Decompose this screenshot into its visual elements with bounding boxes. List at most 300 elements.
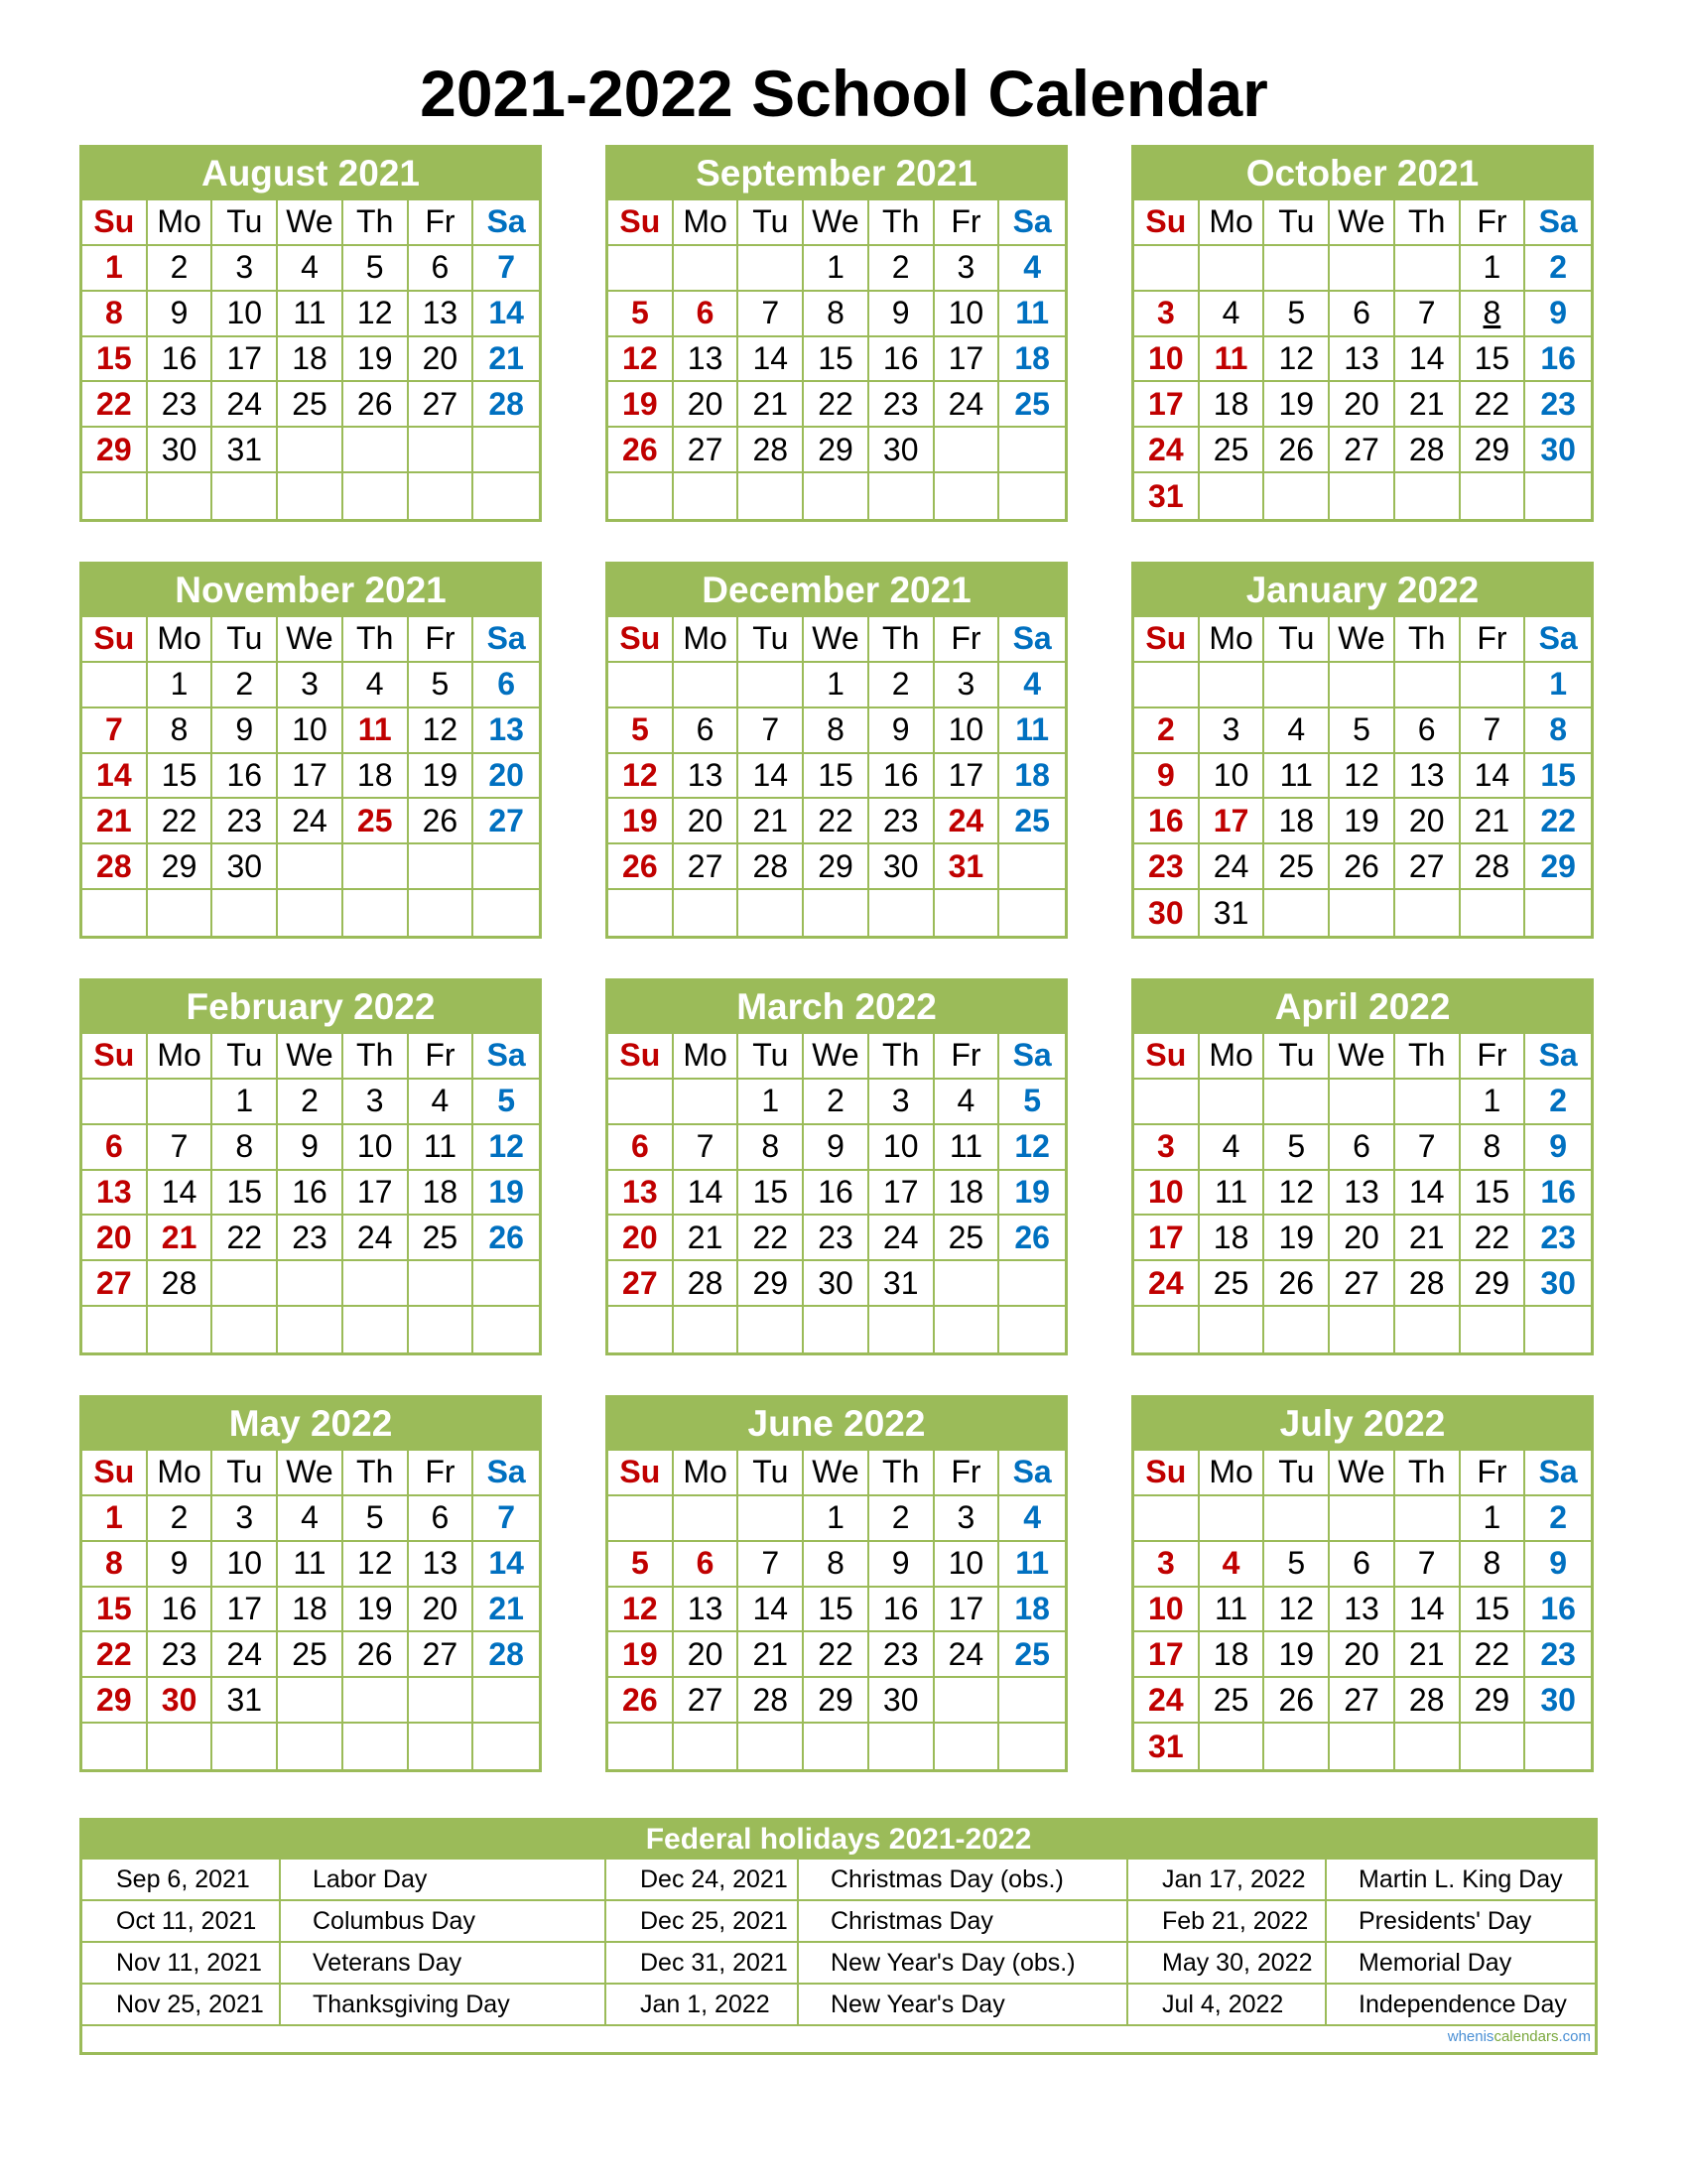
holiday-date: May 30, 2022 (1128, 1943, 1327, 1983)
weekday-header: Su (1134, 1034, 1200, 1080)
day-cell: 20 (1395, 799, 1461, 844)
weekday-header: Su (82, 200, 148, 246)
holiday-name: Martin L. King Day (1359, 1865, 1563, 1893)
empty-day-cell (1330, 1080, 1395, 1125)
day-cell: 17 (1134, 382, 1200, 428)
empty-day-cell (1264, 246, 1330, 292)
weekday-header: Sa (1525, 200, 1591, 246)
holiday-date: Nov 25, 2021 (82, 1985, 281, 2024)
day-cell: 7 (1395, 292, 1461, 337)
day-cell: 21 (473, 1588, 539, 1633)
day-cell: 25 (1264, 844, 1330, 890)
empty-day-cell (738, 1724, 804, 1769)
empty-day-cell (869, 1307, 935, 1352)
day-cell: 5 (608, 1542, 674, 1588)
empty-day-cell (473, 428, 539, 473)
day-cell: 28 (82, 844, 148, 890)
day-cell: 25 (409, 1216, 474, 1261)
empty-day-cell (935, 428, 1000, 473)
day-cell: 15 (804, 1588, 869, 1633)
day-cell: 18 (999, 1588, 1065, 1633)
day-cell: 26 (1264, 1678, 1330, 1724)
day-cell: 3 (935, 663, 1000, 708)
day-cell: 18 (935, 1171, 1000, 1217)
day-cell: 26 (409, 799, 474, 844)
empty-day-cell (1525, 473, 1591, 519)
day-cell: 16 (869, 337, 935, 383)
day-cell: 22 (804, 1632, 869, 1678)
day-cell: 19 (1264, 382, 1330, 428)
day-cell: 20 (1330, 1216, 1395, 1261)
day-cell: 27 (473, 799, 539, 844)
day-cell: 6 (1330, 292, 1395, 337)
day-cell: 9 (1525, 292, 1591, 337)
day-cell: 28 (1461, 844, 1526, 890)
day-cell: 23 (278, 1216, 343, 1261)
day-cell: 7 (1395, 1125, 1461, 1171)
empty-day-cell (278, 1261, 343, 1307)
empty-day-cell (1395, 1724, 1461, 1769)
weekday-header: Th (343, 1034, 409, 1080)
empty-day-cell (148, 1080, 213, 1125)
weekday-header: Su (1134, 617, 1200, 663)
day-cell: 31 (935, 844, 1000, 890)
holiday-name: Presidents' Day (1359, 1907, 1532, 1935)
weekday-header: Mo (148, 1034, 213, 1080)
day-cell: 1 (212, 1080, 278, 1125)
day-cell: 14 (674, 1171, 739, 1217)
empty-day-cell (1264, 1496, 1330, 1542)
day-cell: 15 (738, 1171, 804, 1217)
day-cell: 24 (343, 1216, 409, 1261)
weekday-header: We (1330, 1034, 1395, 1080)
weekday-header: Fr (1461, 200, 1526, 246)
day-cell: 3 (212, 1496, 278, 1542)
day-cell: 17 (935, 1588, 1000, 1633)
day-cell: 14 (473, 292, 539, 337)
day-cell: 24 (1200, 844, 1265, 890)
day-cell: 5 (343, 1496, 409, 1542)
day-cell: 8 (1525, 708, 1591, 754)
day-cell: 30 (1525, 1678, 1591, 1724)
day-cell: 19 (999, 1171, 1065, 1217)
empty-day-cell (1525, 1724, 1591, 1769)
holiday-name: Independence Day (1359, 1991, 1567, 2018)
empty-day-cell (343, 1261, 409, 1307)
day-cell: 9 (1134, 754, 1200, 800)
empty-day-cell (473, 473, 539, 519)
day-cell: 24 (935, 382, 1000, 428)
day-cell: 3 (1134, 1542, 1200, 1588)
day-cell: 23 (804, 1216, 869, 1261)
day-cell: 6 (608, 1125, 674, 1171)
empty-day-cell (738, 1307, 804, 1352)
day-cell: 10 (343, 1125, 409, 1171)
empty-day-cell (82, 1307, 148, 1352)
day-cell: 8 (82, 292, 148, 337)
day-cell: 10 (1134, 337, 1200, 383)
day-cell: 13 (82, 1171, 148, 1217)
month-calendar (1131, 1395, 1594, 1772)
weekday-header: Tu (212, 1451, 278, 1496)
day-cell: 21 (1395, 1632, 1461, 1678)
weekday-header: Th (343, 617, 409, 663)
empty-day-cell (343, 1724, 409, 1769)
day-cell: 7 (473, 246, 539, 292)
weekday-header: Su (608, 200, 674, 246)
day-cell: 31 (1200, 890, 1265, 936)
empty-day-cell (935, 890, 1000, 936)
day-cell: 21 (1395, 382, 1461, 428)
day-cell: 2 (869, 663, 935, 708)
watermark[interactable] (1448, 2028, 1591, 2045)
empty-day-cell (82, 663, 148, 708)
day-cell: 18 (278, 337, 343, 383)
day-cell: 30 (1525, 1261, 1591, 1307)
empty-day-cell (1395, 246, 1461, 292)
empty-day-cell (148, 890, 213, 936)
day-cell: 5 (1264, 292, 1330, 337)
day-cell: 4 (409, 1080, 474, 1125)
day-cell: 30 (148, 1678, 213, 1724)
watermark-part3: .com (1558, 2028, 1591, 2045)
weekday-header: Sa (999, 200, 1065, 246)
day-cell: 27 (674, 844, 739, 890)
empty-day-cell (935, 1307, 1000, 1352)
day-cell: 21 (473, 337, 539, 383)
day-cell: 12 (1264, 337, 1330, 383)
day-cell: 29 (1461, 428, 1526, 473)
empty-day-cell (999, 1261, 1065, 1307)
month-grid (608, 1451, 1065, 1769)
weekday-header: Fr (935, 1034, 1000, 1080)
day-cell: 11 (1264, 754, 1330, 800)
empty-day-cell (148, 1307, 213, 1352)
weekday-header: Tu (1264, 1451, 1330, 1496)
day-cell: 11 (1200, 1171, 1265, 1217)
day-cell: 23 (869, 799, 935, 844)
empty-day-cell (608, 1307, 674, 1352)
day-cell: 13 (1330, 1171, 1395, 1217)
day-cell: 21 (82, 799, 148, 844)
day-cell: 18 (1200, 382, 1265, 428)
day-cell: 24 (869, 1216, 935, 1261)
day-cell: 5 (999, 1080, 1065, 1125)
day-cell: 8 (1461, 292, 1526, 337)
empty-day-cell (674, 1724, 739, 1769)
day-cell: 11 (278, 1542, 343, 1588)
day-cell: 10 (1200, 754, 1265, 800)
empty-day-cell (409, 1678, 474, 1724)
month-calendar (605, 562, 1068, 939)
empty-day-cell (999, 1307, 1065, 1352)
month-calendar (605, 978, 1068, 1355)
empty-day-cell (1200, 1307, 1265, 1352)
day-cell: 24 (278, 799, 343, 844)
empty-day-cell (278, 890, 343, 936)
day-cell: 18 (1264, 799, 1330, 844)
day-cell: 11 (343, 708, 409, 754)
empty-day-cell (935, 1724, 1000, 1769)
day-cell: 13 (409, 292, 474, 337)
day-cell: 15 (82, 337, 148, 383)
empty-day-cell (1264, 890, 1330, 936)
empty-day-cell (674, 473, 739, 519)
month-grid (1134, 1451, 1591, 1769)
day-cell: 4 (1264, 708, 1330, 754)
empty-day-cell (1264, 473, 1330, 519)
day-cell: 6 (473, 663, 539, 708)
empty-day-cell (82, 1080, 148, 1125)
month-grid (1134, 617, 1591, 936)
day-cell: 18 (999, 337, 1065, 383)
weekday-header: Sa (1525, 617, 1591, 663)
day-cell: 17 (1134, 1632, 1200, 1678)
day-cell: 11 (935, 1125, 1000, 1171)
day-cell: 20 (608, 1216, 674, 1261)
empty-day-cell (409, 1261, 474, 1307)
holiday-date: Jan 1, 2022 (606, 1985, 799, 2024)
day-cell: 29 (804, 428, 869, 473)
empty-day-cell (1330, 1496, 1395, 1542)
day-cell: 2 (1525, 1080, 1591, 1125)
day-cell: 4 (278, 1496, 343, 1542)
month-title: December 2021 (608, 562, 1065, 617)
day-cell: 4 (1200, 1542, 1265, 1588)
day-cell: 16 (148, 337, 213, 383)
day-cell: 11 (999, 708, 1065, 754)
day-cell: 3 (869, 1080, 935, 1125)
day-cell: 23 (148, 1632, 213, 1678)
day-cell: 5 (1264, 1542, 1330, 1588)
day-cell: 26 (473, 1216, 539, 1261)
holiday-date: Sep 6, 2021 (82, 1860, 281, 1899)
holiday-name: Labor Day (281, 1860, 606, 1899)
day-cell: 16 (148, 1588, 213, 1633)
day-cell: 31 (1134, 473, 1200, 519)
weekday-header: Tu (212, 617, 278, 663)
day-cell: 28 (674, 1261, 739, 1307)
holiday-row (82, 1860, 1595, 1901)
day-cell: 9 (1525, 1542, 1591, 1588)
empty-day-cell (278, 473, 343, 519)
day-cell: 21 (738, 799, 804, 844)
holiday-name: Christmas Day (obs.) (799, 1860, 1128, 1899)
weekday-header: Su (82, 1034, 148, 1080)
empty-day-cell (212, 890, 278, 936)
day-cell: 29 (1461, 1678, 1526, 1724)
weekday-header: Fr (935, 617, 1000, 663)
day-cell: 16 (804, 1171, 869, 1217)
day-cell: 17 (869, 1171, 935, 1217)
day-cell: 22 (738, 1216, 804, 1261)
weekday-header: Su (82, 617, 148, 663)
day-cell: 14 (473, 1542, 539, 1588)
day-cell: 2 (1134, 708, 1200, 754)
day-cell: 16 (1525, 337, 1591, 383)
empty-day-cell (1200, 663, 1265, 708)
day-cell: 13 (608, 1171, 674, 1217)
day-cell: 21 (738, 382, 804, 428)
holiday-name: Memorial Day (1359, 1949, 1512, 1977)
weekday-header: Mo (148, 617, 213, 663)
weekday-header: Fr (935, 200, 1000, 246)
day-cell: 1 (804, 1496, 869, 1542)
empty-day-cell (1330, 246, 1395, 292)
weekday-header: Th (869, 200, 935, 246)
day-cell: 24 (1134, 428, 1200, 473)
federal-holidays-rows (82, 1860, 1595, 2026)
weekday-header: We (278, 1451, 343, 1496)
day-cell: 22 (1461, 382, 1526, 428)
day-cell: 14 (82, 754, 148, 800)
empty-day-cell (674, 663, 739, 708)
day-cell: 12 (1264, 1588, 1330, 1633)
weekday-header: Th (343, 200, 409, 246)
day-cell: 30 (1134, 890, 1200, 936)
day-cell: 20 (674, 1632, 739, 1678)
empty-day-cell (278, 1307, 343, 1352)
empty-day-cell (473, 1261, 539, 1307)
day-cell: 7 (674, 1125, 739, 1171)
day-cell: 29 (148, 844, 213, 890)
empty-day-cell (869, 890, 935, 936)
empty-day-cell (278, 1724, 343, 1769)
empty-day-cell (278, 428, 343, 473)
empty-day-cell (608, 1724, 674, 1769)
day-cell: 20 (674, 382, 739, 428)
day-cell: 21 (1461, 799, 1526, 844)
day-cell: 1 (148, 663, 213, 708)
day-cell: 13 (1395, 754, 1461, 800)
day-cell: 6 (409, 1496, 474, 1542)
day-cell: 19 (343, 1588, 409, 1633)
weekday-header: Th (869, 1451, 935, 1496)
holiday-date: Oct 11, 2021 (82, 1901, 281, 1941)
day-cell: 24 (212, 382, 278, 428)
day-cell: 8 (804, 1542, 869, 1588)
empty-day-cell (1395, 890, 1461, 936)
day-cell: 20 (82, 1216, 148, 1261)
empty-day-cell (1264, 663, 1330, 708)
day-cell: 3 (935, 246, 1000, 292)
day-cell: 15 (1525, 754, 1591, 800)
day-cell: 1 (804, 663, 869, 708)
empty-day-cell (82, 473, 148, 519)
empty-day-cell (1330, 1307, 1395, 1352)
holiday-date: Dec 25, 2021 (606, 1901, 799, 1941)
weekday-header: Tu (212, 1034, 278, 1080)
empty-day-cell (1264, 1307, 1330, 1352)
day-cell: 28 (738, 1678, 804, 1724)
day-cell: 19 (343, 337, 409, 383)
day-cell: 28 (738, 428, 804, 473)
day-cell: 11 (1200, 1588, 1265, 1633)
month-title: January 2022 (1134, 562, 1591, 617)
empty-day-cell (343, 1678, 409, 1724)
month-grid (82, 1034, 539, 1352)
day-cell: 23 (1134, 844, 1200, 890)
day-cell: 14 (738, 1588, 804, 1633)
day-cell: 17 (343, 1171, 409, 1217)
day-cell: 26 (608, 1678, 674, 1724)
empty-day-cell (409, 890, 474, 936)
weekday-header: Su (1134, 200, 1200, 246)
weekday-header: Mo (674, 200, 739, 246)
day-cell: 6 (1330, 1125, 1395, 1171)
weekday-header: Tu (738, 1451, 804, 1496)
empty-day-cell (738, 473, 804, 519)
day-cell: 3 (1134, 1125, 1200, 1171)
day-cell: 22 (804, 799, 869, 844)
day-cell: 23 (148, 382, 213, 428)
day-cell: 25 (999, 799, 1065, 844)
day-cell: 16 (1525, 1171, 1591, 1217)
weekday-header: We (804, 1451, 869, 1496)
holiday-date: Jul 4, 2022 (1128, 1985, 1327, 2024)
weekday-header: Fr (409, 1451, 474, 1496)
empty-day-cell (1461, 473, 1526, 519)
empty-day-cell (473, 1724, 539, 1769)
day-cell: 6 (674, 1542, 739, 1588)
day-cell: 27 (409, 382, 474, 428)
day-cell: 11 (278, 292, 343, 337)
day-cell: 19 (473, 1171, 539, 1217)
weekday-header: We (804, 200, 869, 246)
day-cell: 1 (82, 1496, 148, 1542)
day-cell: 30 (212, 844, 278, 890)
month-calendar (79, 1395, 542, 1772)
day-cell: 15 (212, 1171, 278, 1217)
empty-day-cell (935, 1678, 1000, 1724)
day-cell: 28 (473, 1632, 539, 1678)
day-cell: 7 (82, 708, 148, 754)
month-calendar (79, 562, 542, 939)
day-cell: 25 (999, 1632, 1065, 1678)
empty-day-cell (1264, 1724, 1330, 1769)
weekday-header: Tu (1264, 200, 1330, 246)
empty-day-cell (1134, 1080, 1200, 1125)
day-cell: 29 (738, 1261, 804, 1307)
day-cell: 28 (738, 844, 804, 890)
weekday-header: Sa (999, 1451, 1065, 1496)
day-cell: 1 (1461, 246, 1526, 292)
day-cell: 31 (212, 1678, 278, 1724)
empty-day-cell (674, 1496, 739, 1542)
day-cell: 15 (804, 337, 869, 383)
empty-day-cell (804, 1724, 869, 1769)
day-cell: 19 (608, 799, 674, 844)
day-cell: 13 (1330, 337, 1395, 383)
holiday-row (82, 1901, 1595, 1943)
day-cell: 12 (608, 337, 674, 383)
day-cell: 9 (212, 708, 278, 754)
day-cell: 29 (82, 428, 148, 473)
weekday-header: We (278, 617, 343, 663)
day-cell: 22 (1461, 1632, 1526, 1678)
month-calendar (1131, 978, 1594, 1355)
day-cell: 15 (1461, 1171, 1526, 1217)
day-cell: 20 (409, 337, 474, 383)
month-grid (608, 617, 1065, 936)
day-cell: 30 (148, 428, 213, 473)
day-cell: 4 (999, 663, 1065, 708)
empty-day-cell (608, 1496, 674, 1542)
day-cell: 18 (278, 1588, 343, 1633)
day-cell: 26 (1264, 1261, 1330, 1307)
month-title: February 2022 (82, 978, 539, 1034)
empty-day-cell (1264, 1080, 1330, 1125)
